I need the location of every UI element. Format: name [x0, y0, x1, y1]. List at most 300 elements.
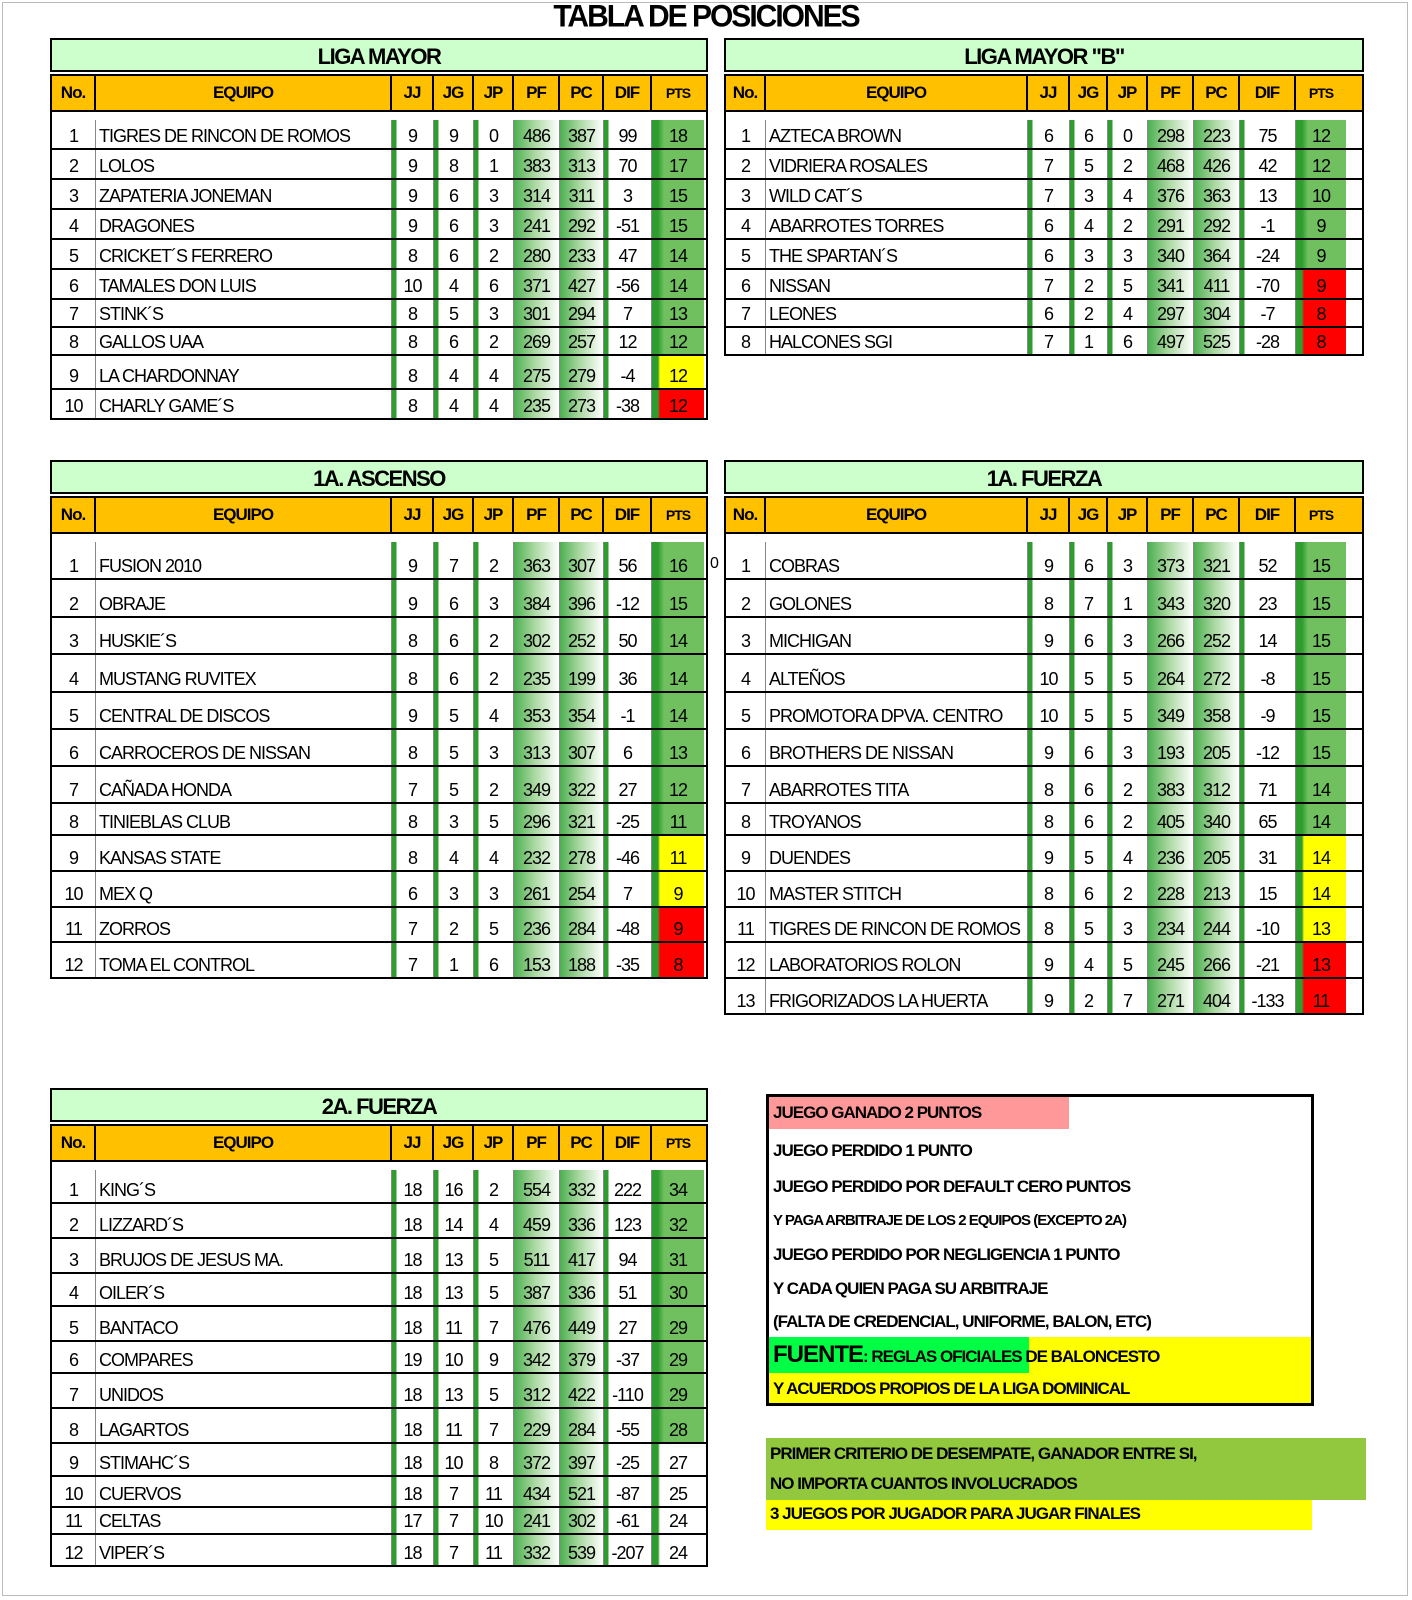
cell-no: 6: [52, 1342, 96, 1372]
cell-team: DRAGONES: [96, 210, 392, 238]
cell-jp: 2: [474, 767, 514, 802]
cell-jp: 4: [474, 836, 514, 870]
cell-no: 5: [52, 240, 96, 268]
cell-jp: 2: [474, 1170, 514, 1202]
table-row: [724, 240, 1364, 270]
cell-pc: 294: [560, 300, 604, 326]
cell-jp: 3: [1108, 240, 1148, 268]
cell-jj: 7: [392, 767, 434, 802]
cell-dif: 31: [1240, 836, 1296, 870]
cell-jg: 6: [1070, 872, 1108, 906]
cell-pc: 205: [1194, 730, 1240, 765]
cell-jg: 6: [434, 655, 474, 691]
cell-team: LAGARTOS: [96, 1409, 392, 1442]
cell-no: 5: [726, 240, 766, 268]
cell-jg: 2: [1070, 300, 1108, 326]
cell-dif: 71: [1240, 767, 1296, 802]
cell-jg: 1: [1070, 328, 1108, 354]
cell-jg: 5: [434, 767, 474, 802]
table-header: [50, 74, 708, 112]
cell-jp: 11: [474, 1477, 514, 1506]
cell-dif: -61: [604, 1508, 652, 1533]
column-header-pf: PF: [514, 76, 560, 110]
cell-no: 7: [726, 767, 766, 802]
cell-no: 10: [52, 390, 96, 418]
cell-jg: 7: [434, 1508, 474, 1533]
cell-jj: 18: [392, 1170, 434, 1202]
cell-jj: 9: [392, 693, 434, 728]
cell-jg: 2: [1070, 270, 1108, 298]
cell-team: FUSION 2010: [96, 542, 392, 578]
cell-jg: 6: [1070, 120, 1108, 148]
cell-no: 4: [52, 655, 96, 691]
column-header-jg: JG: [1070, 76, 1108, 110]
cell-dif: -8: [1240, 655, 1296, 691]
cell-pts: 14: [1296, 872, 1346, 906]
cell-no: 1: [726, 542, 766, 578]
cell-pf: 241: [514, 1508, 560, 1533]
cell-pf: 297: [1148, 300, 1194, 326]
cell-dif: 99: [604, 120, 652, 148]
cell-no: 12: [52, 1535, 96, 1565]
cell-pts: 14: [1296, 804, 1346, 834]
cell-dif: -21: [1240, 943, 1296, 977]
cell-dif: -51: [604, 210, 652, 238]
cell-pts: 25: [652, 1477, 704, 1506]
cell-jp: 5: [1108, 943, 1148, 977]
table-row: [50, 1274, 708, 1307]
cell-jp: 1: [474, 150, 514, 178]
criteria-yellow: [766, 1500, 1312, 1530]
cell-pts: 24: [652, 1508, 704, 1533]
cell-team: TIGRES DE RINCON DE ROMOS: [96, 120, 392, 148]
cell-no: 12: [52, 943, 96, 977]
cell-jj: 6: [1028, 210, 1070, 238]
cell-jj: 8: [1028, 908, 1070, 941]
cell-pts: 8: [1296, 328, 1346, 354]
cell-pf: 229: [514, 1409, 560, 1442]
cell-pts: 13: [652, 730, 704, 765]
cell-jj: 9: [1028, 836, 1070, 870]
cell-no: 2: [726, 150, 766, 178]
cell-jp: 5: [474, 1374, 514, 1407]
table-row: [50, 730, 708, 767]
cell-pc: 307: [560, 542, 604, 578]
cell-jg: 11: [434, 1409, 474, 1442]
cell-team: BRUJOS DE JESUS MA.: [96, 1239, 392, 1272]
cell-no: 7: [52, 767, 96, 802]
cell-pf: 376: [1148, 180, 1194, 208]
cell-dif: 42: [1240, 150, 1296, 178]
cell-team: BROTHERS DE NISSAN: [766, 730, 1028, 765]
criteria-line: 3 JUEGOS POR JUGADOR PARA JUGAR FINALES: [770, 1504, 1141, 1523]
cell-pts: 10: [1296, 180, 1346, 208]
cell-dif: 3: [604, 180, 652, 208]
cell-jj: 8: [1028, 580, 1070, 616]
cell-jp: 3: [474, 580, 514, 616]
cell-jp: 4: [474, 390, 514, 418]
cell-jj: 6: [1028, 240, 1070, 268]
cell-dif: 14: [1240, 618, 1296, 653]
cell-jj: 9: [392, 210, 434, 238]
cell-jg: 3: [1070, 180, 1108, 208]
cell-pf: 476: [514, 1307, 560, 1340]
cell-pts: 15: [1296, 655, 1346, 691]
cell-pc: 539: [560, 1535, 604, 1565]
cell-pf: 343: [1148, 580, 1194, 616]
cell-jg: 3: [434, 872, 474, 906]
cell-team: KING´S: [96, 1170, 392, 1202]
cell-pts: 14: [652, 270, 704, 298]
table-row: [50, 1444, 708, 1477]
cell-jj: 9: [392, 180, 434, 208]
cell-pc: 322: [560, 767, 604, 802]
cell-pc: 521: [560, 1477, 604, 1506]
cell-pc: 364: [1194, 240, 1240, 268]
cell-jj: 9: [1028, 979, 1070, 1013]
cell-jg: 5: [1070, 836, 1108, 870]
cell-dif: -35: [604, 943, 652, 977]
cell-pc: 292: [1194, 210, 1240, 238]
cell-team: TROYANOS: [766, 804, 1028, 834]
cell-team: WILD CAT´S: [766, 180, 1028, 208]
cell-jg: 6: [434, 240, 474, 268]
cell-jg: 10: [434, 1444, 474, 1475]
rule-line: Y ACUERDOS PROPIOS DE LA LIGA DOMINICAL: [773, 1379, 1130, 1398]
table-row: [50, 210, 708, 240]
cell-no: 2: [52, 580, 96, 616]
cell-jg: 4: [1070, 943, 1108, 977]
league-title: 1A. FUERZA: [724, 460, 1364, 494]
cell-pf: 264: [1148, 655, 1194, 691]
cell-dif: -70: [1240, 270, 1296, 298]
cell-jj: 7: [1028, 270, 1070, 298]
cell-dif: 27: [604, 767, 652, 802]
cell-pc: 244: [1194, 908, 1240, 941]
table-row: [50, 767, 708, 804]
cell-team: THE SPARTAN´S: [766, 240, 1028, 268]
cell-jj: 17: [392, 1508, 434, 1533]
cell-team: CAÑADA HONDA: [96, 767, 392, 802]
rule-line: Y CADA QUIEN PAGA SU ARBITRAJE: [773, 1279, 1048, 1298]
cell-jp: 2: [1108, 804, 1148, 834]
column-header-equipo: EQUIPO: [96, 1126, 392, 1160]
cell-jp: 7: [1108, 979, 1148, 1013]
cell-jp: 3: [474, 730, 514, 765]
cell-dif: -46: [604, 836, 652, 870]
cell-pts: 8: [1296, 300, 1346, 326]
cell-pc: 213: [1194, 872, 1240, 906]
cell-team: ABARROTES TITA: [766, 767, 1028, 802]
cell-no: 1: [726, 120, 766, 148]
cell-pf: 353: [514, 693, 560, 728]
cell-pf: 349: [514, 767, 560, 802]
column-header-no: No.: [726, 498, 766, 532]
cell-pc: 279: [560, 356, 604, 388]
cell-jj: 7: [1028, 328, 1070, 354]
rule-line: Y PAGA ARBITRAJE DE LOS 2 EQUIPOS (EXCEPTO 2A): [773, 1212, 1126, 1229]
column-header-equipo: EQUIPO: [766, 76, 1028, 110]
cell-no: 6: [726, 270, 766, 298]
cell-jp: 4: [1108, 836, 1148, 870]
cell-jp: 5: [474, 908, 514, 941]
rules-box: [766, 1094, 1314, 1406]
cell-pc: 311: [560, 180, 604, 208]
cell-pts: 15: [1296, 542, 1346, 578]
cell-jg: 6: [434, 580, 474, 616]
cell-pc: 320: [1194, 580, 1240, 616]
cell-dif: 51: [604, 1274, 652, 1305]
cell-jj: 18: [392, 1374, 434, 1407]
cell-pf: 349: [1148, 693, 1194, 728]
cell-dif: -4: [604, 356, 652, 388]
cell-team: MASTER STITCH: [766, 872, 1028, 906]
cell-jp: 3: [1108, 908, 1148, 941]
table-2a-fuerza: [50, 1088, 708, 1567]
cell-no: 6: [52, 730, 96, 765]
column-header-jp: JP: [1108, 498, 1148, 532]
cell-pts: 12: [1296, 120, 1346, 148]
column-header-no: No.: [726, 76, 766, 110]
cell-team: LA CHARDONNAY: [96, 356, 392, 388]
cell-pc: 284: [560, 908, 604, 941]
cell-pts: 28: [652, 1409, 704, 1442]
cell-pc: 313: [560, 150, 604, 178]
table-row: [724, 943, 1364, 979]
league-title: 2A. FUERZA: [50, 1088, 708, 1122]
table-row: [50, 804, 708, 836]
cell-jj: 18: [392, 1477, 434, 1506]
cell-jp: 5: [1108, 655, 1148, 691]
cell-jj: 8: [392, 804, 434, 834]
cell-no: 9: [52, 1444, 96, 1475]
cell-no: 9: [726, 836, 766, 870]
cell-dif: 13: [1240, 180, 1296, 208]
cell-dif: -28: [1240, 328, 1296, 354]
cell-pf: 193: [1148, 730, 1194, 765]
cell-pts: 12: [652, 356, 704, 388]
column-header-jj: JJ: [392, 76, 434, 110]
cell-team: COMPARES: [96, 1342, 392, 1372]
cell-dif: -24: [1240, 240, 1296, 268]
cell-pts: 9: [1296, 270, 1346, 298]
cell-pts: 15: [652, 180, 704, 208]
cell-pts: 9: [652, 872, 704, 906]
cell-no: 10: [726, 872, 766, 906]
table-row: [50, 836, 708, 872]
cell-no: 10: [52, 1477, 96, 1506]
table-spacer: [50, 534, 708, 542]
cell-jj: 8: [392, 328, 434, 354]
cell-dif: 75: [1240, 120, 1296, 148]
cell-jp: 1: [1108, 580, 1148, 616]
cell-no: 5: [52, 693, 96, 728]
cell-pf: 363: [514, 542, 560, 578]
cell-pc: 188: [560, 943, 604, 977]
cell-pc: 272: [1194, 655, 1240, 691]
cell-jg: 13: [434, 1239, 474, 1272]
cell-team: TIGRES DE RINCON DE ROMOS: [766, 908, 1028, 941]
cell-jp: 3: [474, 872, 514, 906]
cell-no: 8: [726, 804, 766, 834]
column-header-dif: DIF: [604, 498, 652, 532]
table-header: [50, 496, 708, 534]
cell-jp: 4: [1108, 180, 1148, 208]
cell-pts: 29: [652, 1374, 704, 1407]
cell-pf: 373: [1148, 542, 1194, 578]
cell-jg: 13: [434, 1374, 474, 1407]
cell-pf: 269: [514, 328, 560, 354]
cell-pc: 336: [560, 1274, 604, 1305]
cell-no: 1: [52, 542, 96, 578]
cell-jg: 5: [434, 730, 474, 765]
cell-dif: 123: [604, 1204, 652, 1237]
rule-line: JUEGO PERDIDO POR DEFAULT CERO PUNTOS: [773, 1177, 1131, 1196]
cell-pts: 12: [1296, 150, 1346, 178]
table-row: [50, 1535, 708, 1567]
cell-team: COBRAS: [766, 542, 1028, 578]
column-header-pf: PF: [1148, 498, 1194, 532]
cell-team: MEX Q: [96, 872, 392, 906]
cell-team: CHARLY GAME´S: [96, 390, 392, 418]
cell-pc: 340: [1194, 804, 1240, 834]
table-liga-mayor-b: [724, 38, 1364, 356]
table-row: [50, 1204, 708, 1239]
table-row: [50, 943, 708, 979]
cell-pc: 336: [560, 1204, 604, 1237]
table-row: [724, 836, 1364, 872]
cell-pts: 14: [1296, 767, 1346, 802]
cell-pts: 11: [652, 804, 704, 834]
table-row: [724, 120, 1364, 150]
cell-pc: 427: [560, 270, 604, 298]
cell-jj: 9: [1028, 943, 1070, 977]
table-row: [724, 655, 1364, 693]
cell-pts: 12: [652, 328, 704, 354]
cell-jg: 6: [1070, 618, 1108, 653]
column-header-jg: JG: [434, 498, 474, 532]
cell-pts: 9: [1296, 240, 1346, 268]
cell-no: 13: [726, 979, 766, 1013]
cell-jg: 8: [434, 150, 474, 178]
cell-jp: 2: [474, 240, 514, 268]
table-spacer: [50, 112, 708, 120]
cell-jp: 10: [474, 1508, 514, 1533]
cell-team: VIDRIERA ROSALES: [766, 150, 1028, 178]
table-row: [724, 804, 1364, 836]
cell-jg: 4: [434, 390, 474, 418]
cell-pc: 397: [560, 1444, 604, 1475]
cell-pts: 14: [1296, 836, 1346, 870]
cell-jj: 9: [392, 542, 434, 578]
cell-pts: 12: [652, 767, 704, 802]
cell-pc: 205: [1194, 836, 1240, 870]
table-1a-fuerza: [724, 460, 1364, 1015]
cell-jj: 9: [1028, 730, 1070, 765]
table-spacer: [724, 112, 1364, 120]
cell-jg: 10: [434, 1342, 474, 1372]
table-row: [724, 730, 1364, 767]
cell-dif: 12: [604, 328, 652, 354]
table-row: [724, 872, 1364, 908]
cell-jg: 7: [434, 1477, 474, 1506]
cell-no: 8: [52, 804, 96, 834]
cell-pf: 384: [514, 580, 560, 616]
cell-pc: 332: [560, 1170, 604, 1202]
cell-jp: 6: [474, 943, 514, 977]
cell-pc: 284: [560, 1409, 604, 1442]
table-row: [50, 655, 708, 693]
cell-pts: 18: [652, 120, 704, 148]
cell-pts: 11: [652, 836, 704, 870]
cell-pts: 15: [1296, 580, 1346, 616]
cell-jj: 6: [1028, 300, 1070, 326]
cell-team: HALCONES SGI: [766, 328, 1028, 354]
table-spacer: [50, 1162, 708, 1170]
cell-no: 3: [52, 180, 96, 208]
cell-jj: 9: [392, 150, 434, 178]
cell-pf: 301: [514, 300, 560, 326]
cell-team: PROMOTORA DPVA. CENTRO: [766, 693, 1028, 728]
cell-pc: 363: [1194, 180, 1240, 208]
cell-jg: 1: [434, 943, 474, 977]
cell-team: ABARROTES TORRES: [766, 210, 1028, 238]
cell-pc: 252: [560, 618, 604, 653]
column-header-jj: JJ: [392, 498, 434, 532]
cell-pf: 245: [1148, 943, 1194, 977]
cell-dif: 47: [604, 240, 652, 268]
cell-no: 9: [52, 836, 96, 870]
table-row: [724, 300, 1364, 328]
cell-dif: -1: [604, 693, 652, 728]
cell-pts: 17: [652, 150, 704, 178]
cell-no: 2: [726, 580, 766, 616]
cell-pc: 307: [560, 730, 604, 765]
cell-pc: 404: [1194, 979, 1240, 1013]
cell-pc: 358: [1194, 693, 1240, 728]
table-row: [50, 328, 708, 356]
cell-pc: 223: [1194, 120, 1240, 148]
cell-no: 3: [52, 618, 96, 653]
cell-jp: 4: [1108, 300, 1148, 326]
cell-jp: 2: [1108, 767, 1148, 802]
cell-pf: 236: [514, 908, 560, 941]
cell-team: ZORROS: [96, 908, 392, 941]
cell-jg: 2: [1070, 979, 1108, 1013]
cell-no: 3: [726, 180, 766, 208]
cell-no: 8: [52, 328, 96, 354]
table-row: [724, 210, 1364, 240]
table-row: [724, 270, 1364, 300]
cell-no: 6: [52, 270, 96, 298]
cell-jp: 8: [474, 1444, 514, 1475]
table-row: [50, 693, 708, 730]
cell-pc: 426: [1194, 150, 1240, 178]
cell-pf: 387: [514, 1274, 560, 1305]
table-row: [50, 1508, 708, 1535]
cell-pts: 13: [1296, 908, 1346, 941]
cell-no: 8: [52, 1409, 96, 1442]
table-row: [724, 580, 1364, 618]
cell-jg: 11: [434, 1307, 474, 1340]
cell-jg: 14: [434, 1204, 474, 1237]
cell-no: 7: [726, 300, 766, 326]
table-row: [724, 180, 1364, 210]
cell-pf: 241: [514, 210, 560, 238]
cell-pc: 387: [560, 120, 604, 148]
cell-jj: 10: [1028, 693, 1070, 728]
table-row: [50, 300, 708, 328]
